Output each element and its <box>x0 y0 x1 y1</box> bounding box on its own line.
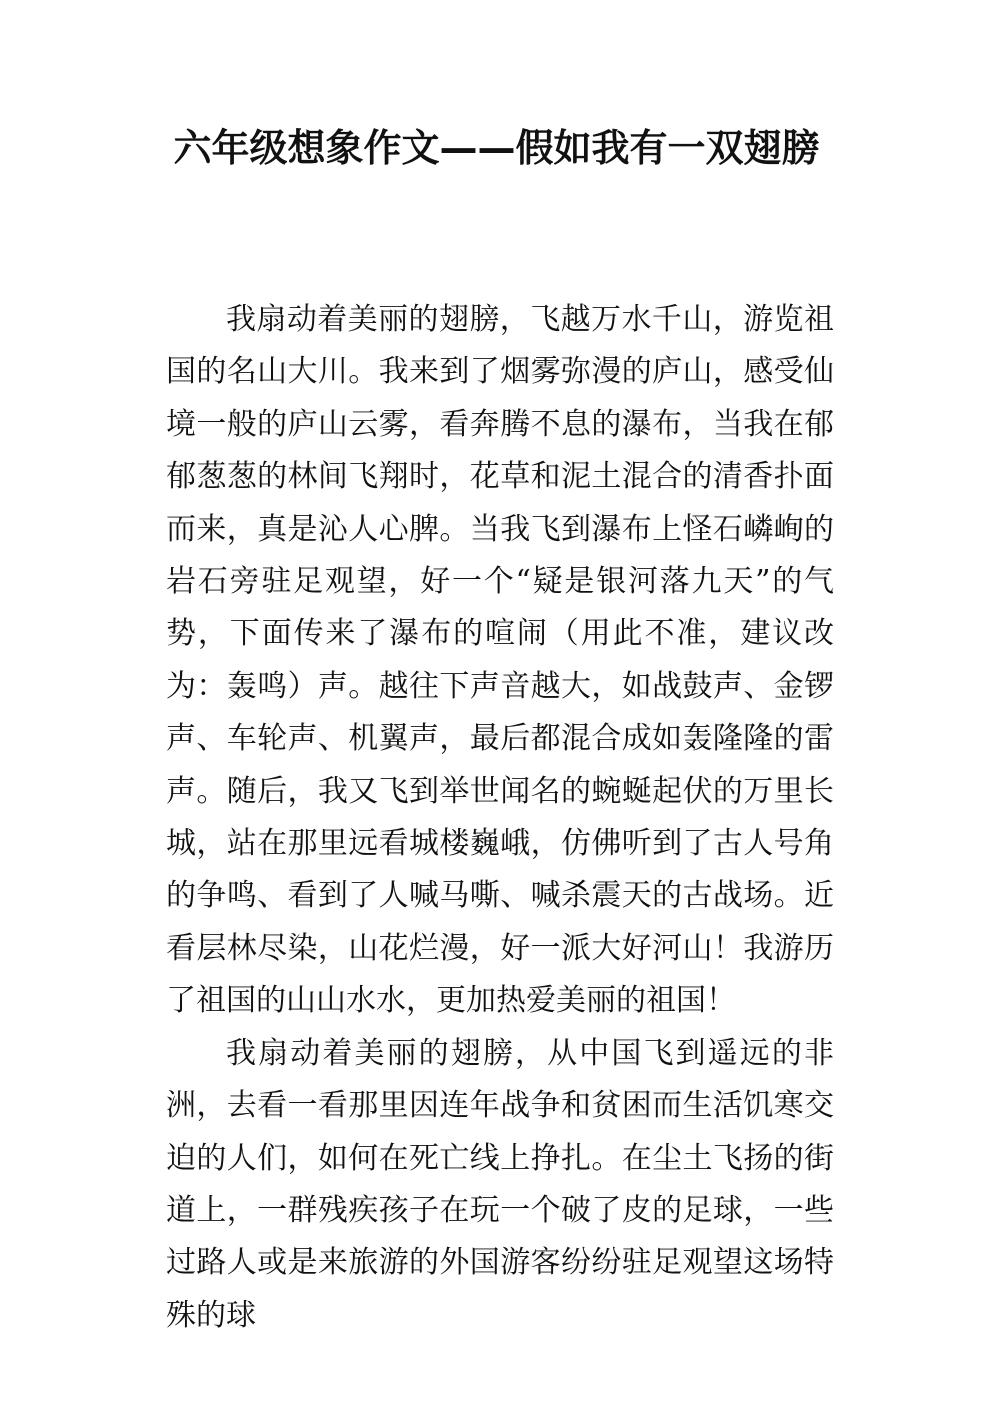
document-title: 六年级想象作文——假如我有一双翅膀 <box>173 126 820 170</box>
document-body <box>166 294 834 1342</box>
paragraph-1: 我扇动着美丽的翅膀，飞越万水千山，游览祖国的名山大川。我来到了烟雾弥漫的庐山，感受仙境一般的庐山云雾，看奔腾不息的瀑布，当我在郁郁葱葱的林间飞翔时，花草和泥土混合的清香扑面而来，真是沁人心脾。当我飞到瀑布上怪石嶙峋的岩石旁驻足观望，好一个“疑是银河落九天”的气势，下面传来了瀑布的喧闹（用此不准，建议改为：轰鸣）声。越往下声音越大，如战鼓声、金锣声、车轮声、机翼声，最后都混合成如轰隆隆的雷声。随后，我又飞到举世闻名的蜿蜒起伏的万里长城，站在那里远看城楼巍峨，仿佛听到了古人号角的争鸣、看到了人喊马嘶、喊杀震天的古战场。近看层林尽染，山花烂漫，好一派大好河山！我游历了祖国的山山水水，更加热爱美丽的祖国！ <box>166 302 834 1019</box>
paragraph-2: 我扇动着美丽的翅膀，从中国飞到遥远的非洲，去看一看那里因连年战争和贫困而生活饥寒交迫的人们，如何在死亡线上挣扎。在尘土飞扬的街道上，一群残疾孩子在玩一个破了皮的足球，一些过路人或是来旅游的外国游客纷纷驻足观望这场特殊的球 <box>166 1035 834 1333</box>
